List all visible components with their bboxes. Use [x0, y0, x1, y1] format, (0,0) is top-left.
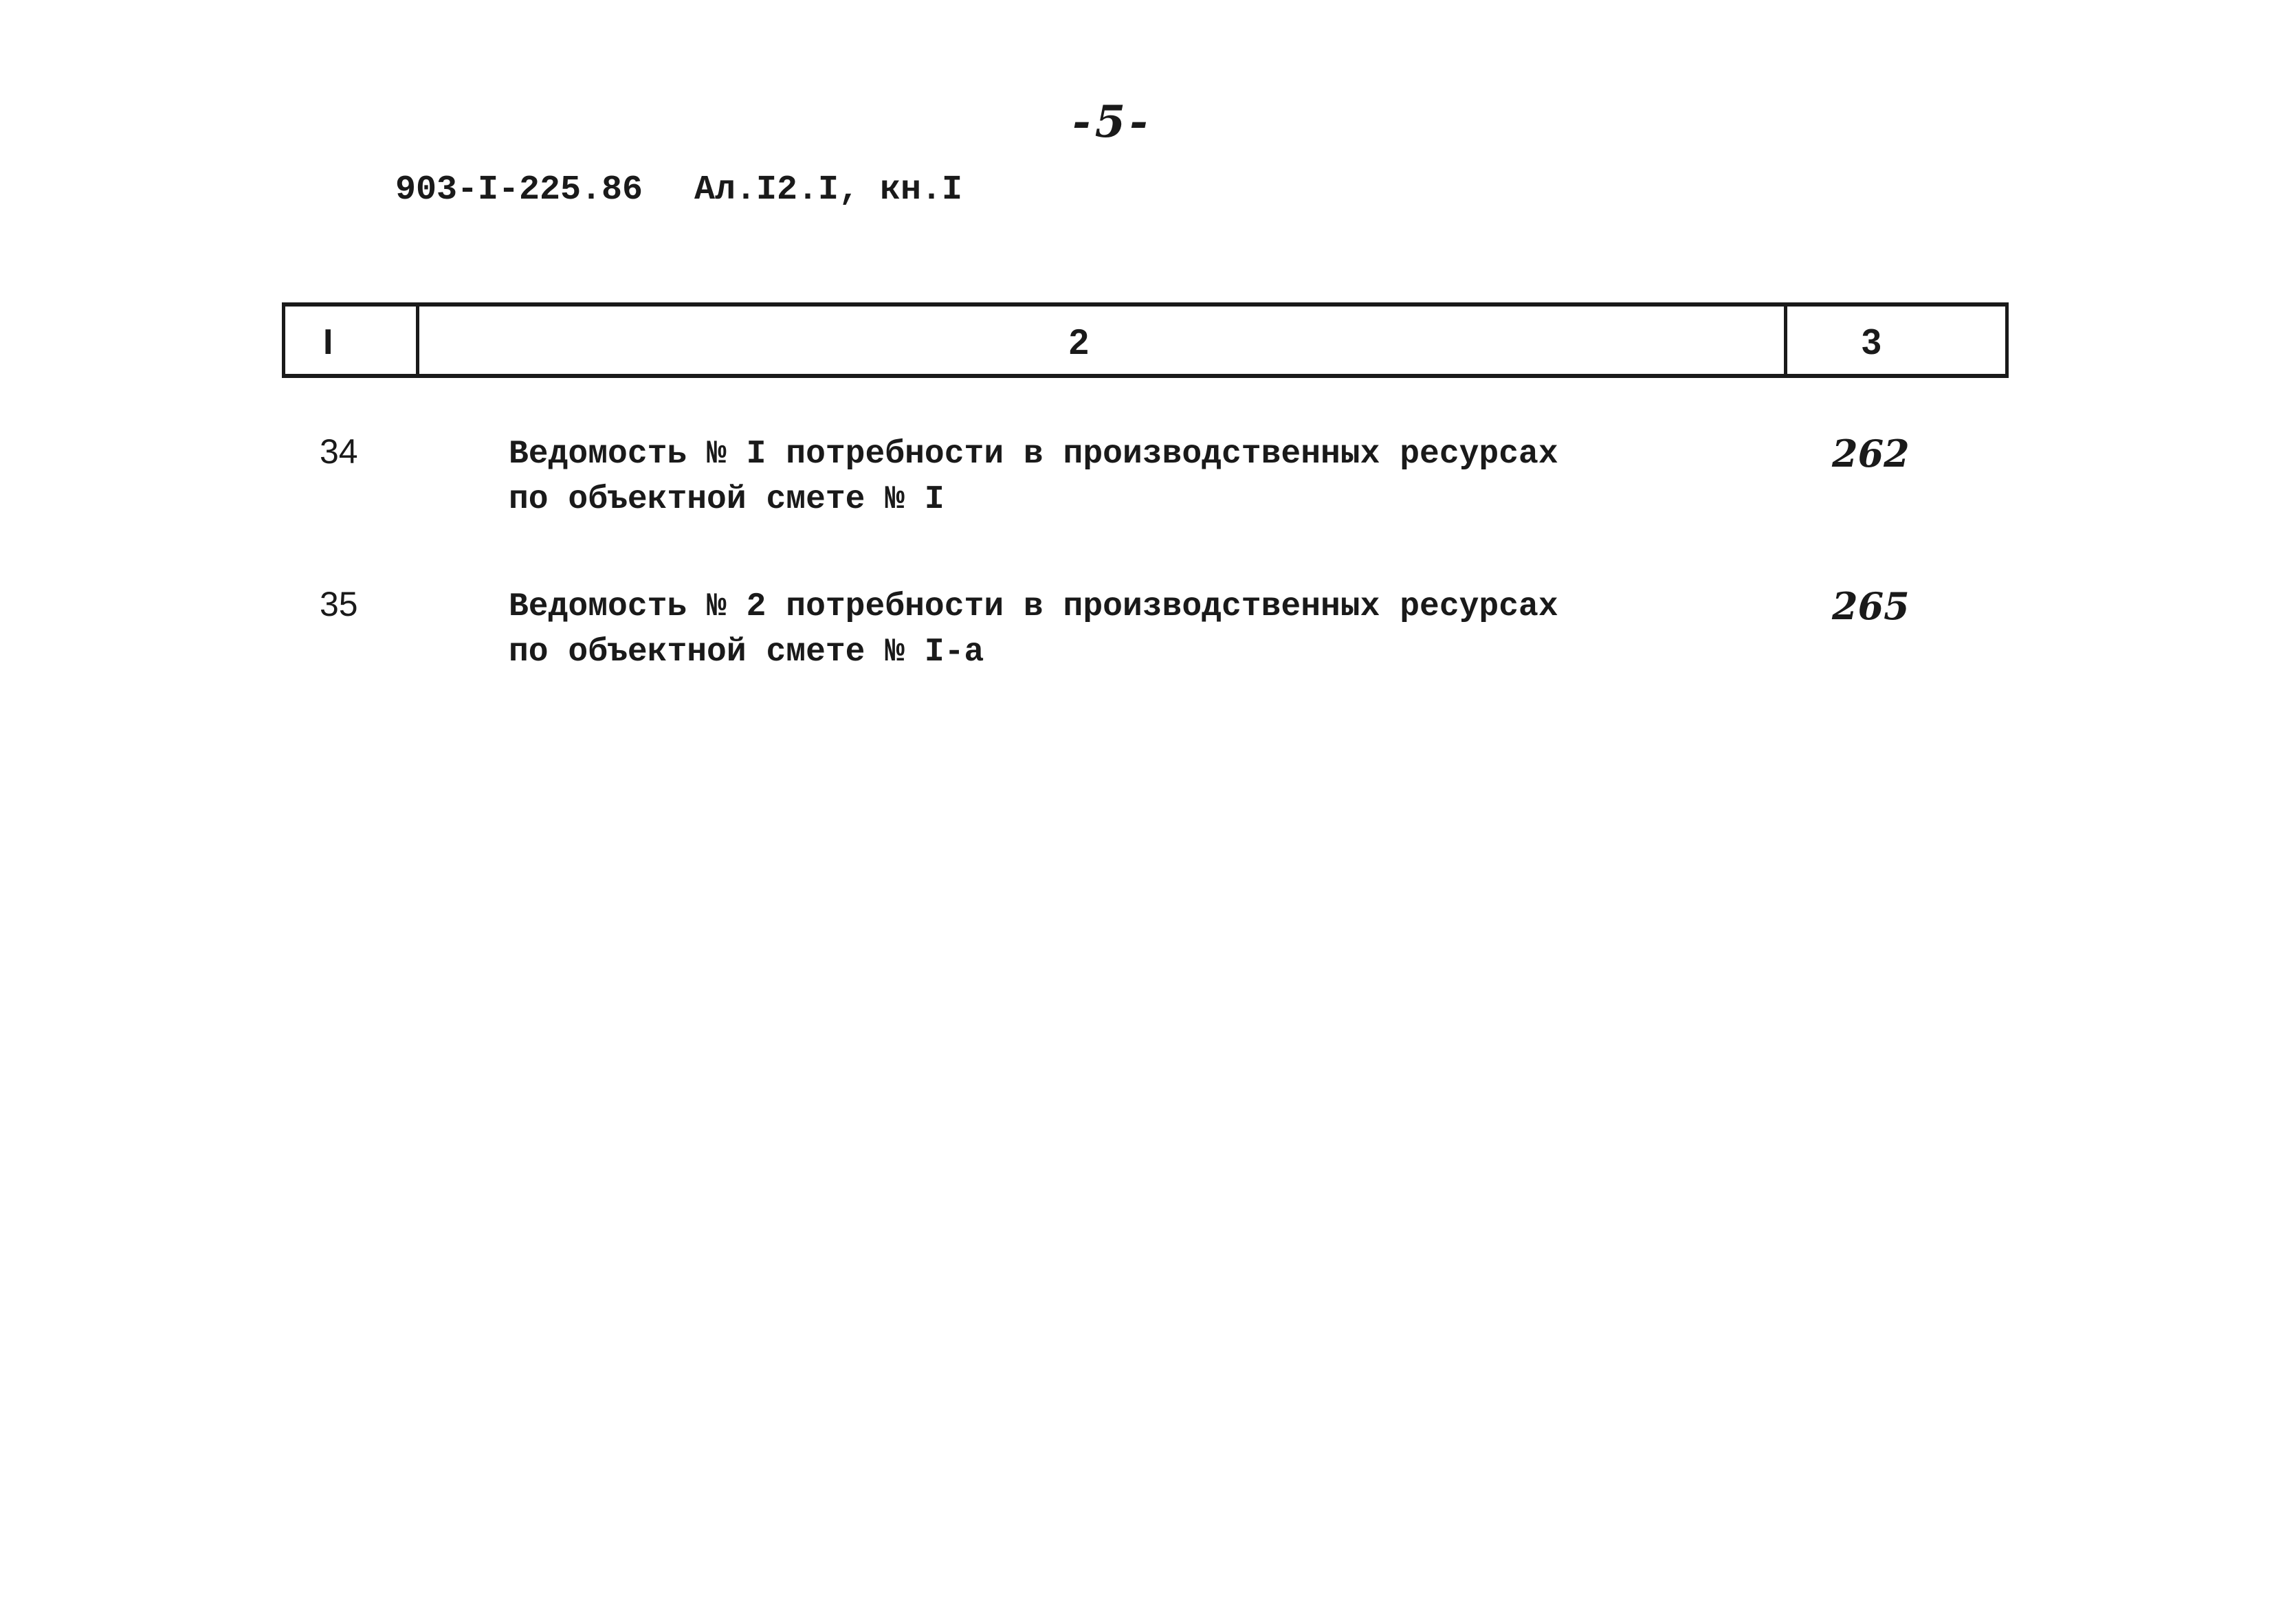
- row-description: [509, 432, 1558, 522]
- table-border-right: [2005, 302, 2009, 378]
- table-divider-1: [416, 302, 419, 378]
- row-number: 34: [320, 432, 358, 471]
- row-page-number: 265: [1832, 584, 1910, 628]
- table-divider-2: [1784, 302, 1787, 378]
- column-header-1: I: [323, 322, 333, 362]
- page-number: -5-: [1072, 96, 1152, 148]
- album-reference: Ал.I2.I, кн.I: [694, 170, 963, 210]
- row-description-line-1: Ведомость № I потребности в производственных ресурсах: [509, 436, 1558, 473]
- row-description-line-2: по объектной смете № I-а: [509, 634, 984, 671]
- table-border-left: [282, 302, 285, 378]
- row-description-line-2: по объектной смете № I: [509, 481, 945, 518]
- row-description-line-1: Ведомость № 2 потребности в производственных ресурсах: [509, 588, 1558, 625]
- row-description: [509, 584, 1558, 675]
- table-header: [282, 302, 2009, 378]
- document-code: 903-I-225.86: [395, 170, 643, 210]
- column-header-2: 2: [1069, 322, 1089, 362]
- column-header-3: 3: [1862, 322, 1881, 362]
- row-page-number: 262: [1832, 432, 1910, 476]
- row-number: 35: [320, 585, 358, 623]
